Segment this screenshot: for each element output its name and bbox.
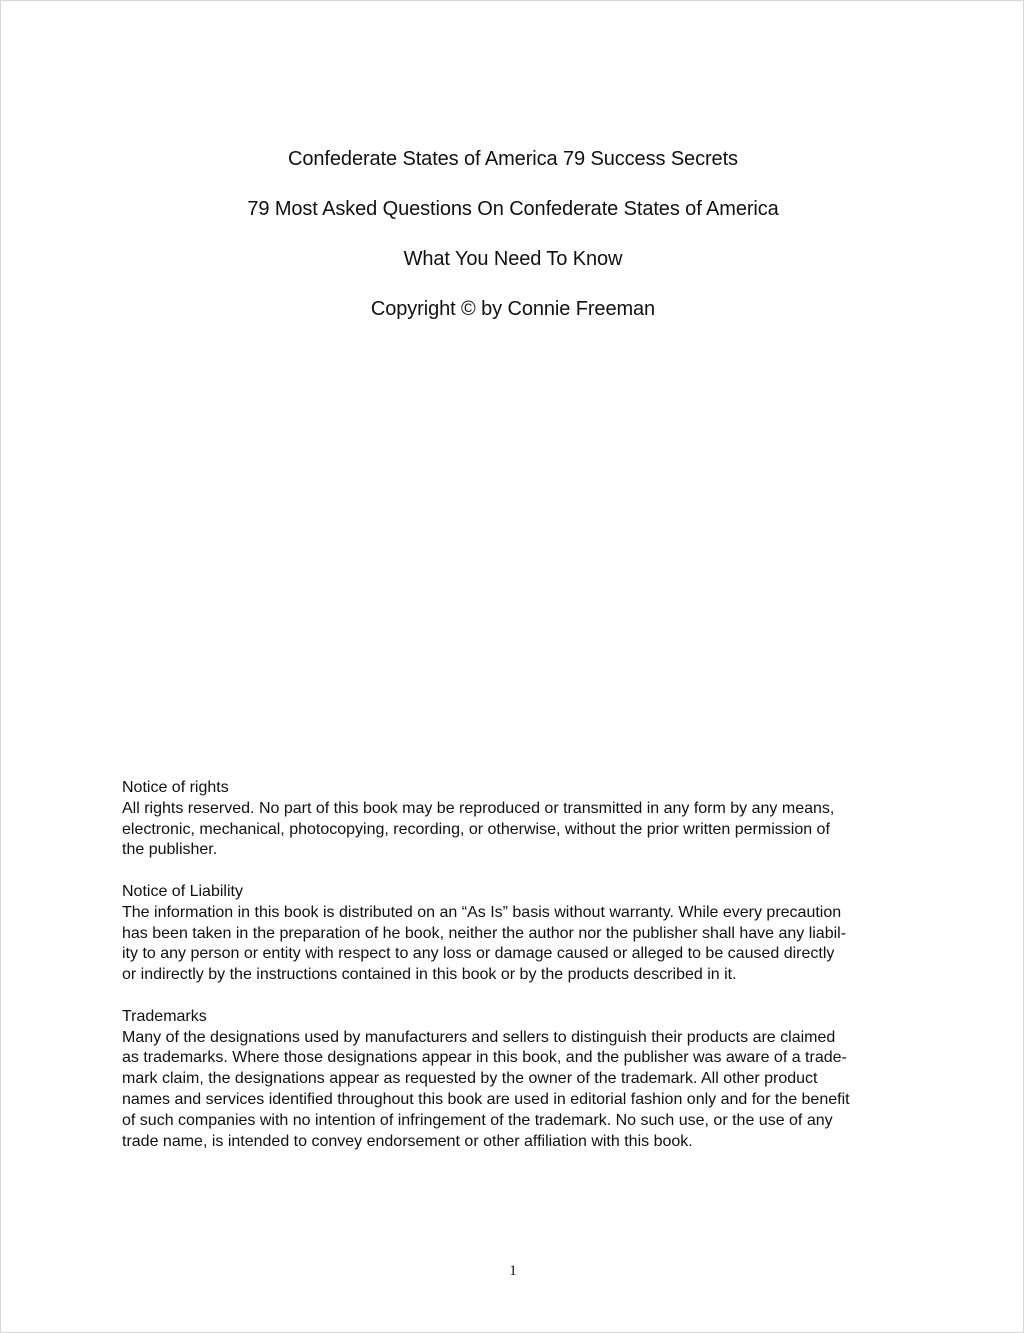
notice-trademarks (122, 1007, 912, 1153)
notice-line: electronic, mechanical, photocopying, recording, or otherwise, without the prior written permission of (122, 820, 830, 838)
title-block (1, 147, 1024, 347)
book-tagline: What You Need To Know (403, 248, 623, 270)
notice-line: names and services identified throughout this book are used in editorial fashion only and for the benefit (122, 1090, 850, 1108)
notice-of-rights (122, 778, 912, 861)
notice-line: has been taken in the preparation of he book, neither the author nor the publisher shall have any liabil- (122, 924, 847, 942)
notice-line: or indirectly by the instructions contained in this book or by the products described in it. (122, 966, 737, 984)
notice-line: the publisher. (122, 841, 218, 859)
notice-line: ity to any person or entity with respect to any loss or damage caused or alleged to be caused directly (122, 945, 835, 963)
notice-heading: Notice of rights (122, 779, 229, 796)
notice-line: The information in this book is distributed on an “As Is” basis without warranty. While every precaution (122, 903, 842, 921)
notice-of-liability (122, 882, 912, 986)
notice-line: mark claim, the designations appear as requested by the owner of the trademark. All other product (122, 1070, 818, 1088)
book-subtitle: 79 Most Asked Questions On Confederate States of America (247, 198, 779, 220)
notice-heading: Notice of Liability (122, 882, 243, 900)
notice-line: of such companies with no intention of infringement of the trademark. No such use, or the use of any (122, 1111, 833, 1129)
page-number: 1 (509, 1263, 517, 1279)
notice-line: as trademarks. Where those designations appear in this book, and the publisher was aware of a trade- (122, 1049, 847, 1067)
notice-line: trade name, is intended to convey endorsement or other affiliation with this book. (122, 1132, 693, 1150)
notice-heading: Trademarks (122, 1007, 207, 1025)
legal-notices (122, 778, 912, 1173)
notice-line: Many of the designations used by manufacturers and sellers to distinguish their products are claimed (122, 1028, 836, 1046)
book-title: Confederate States of America 79 Success Secrets (288, 148, 738, 170)
copyright-line: Copyright © by Connie Freeman (370, 298, 656, 320)
notice-line: All rights reserved. No part of this book may be reproduced or transmitted in any form by any means, (122, 799, 835, 817)
